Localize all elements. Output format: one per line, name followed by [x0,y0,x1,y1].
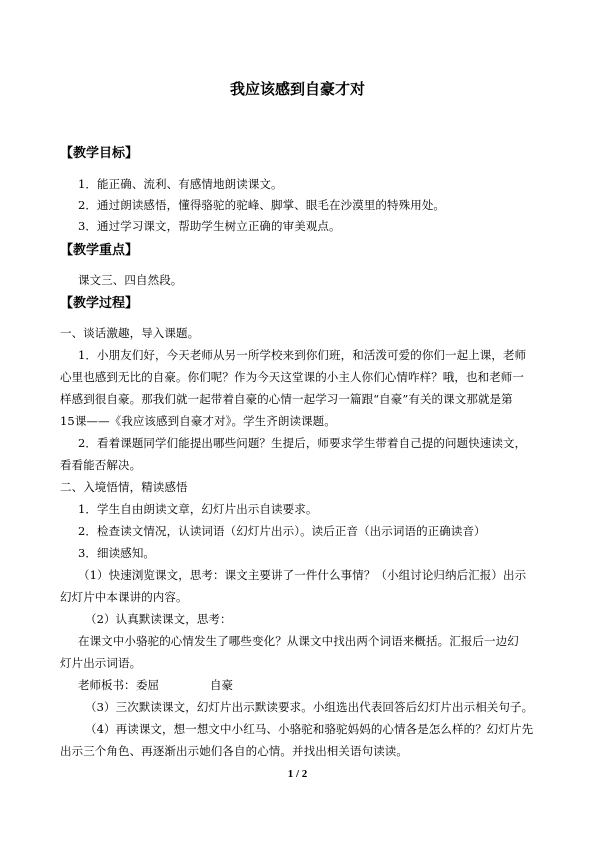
paragraph-1-line-3: 样感到很自豪。那我们就一起带着自豪的心情一起学习一篇跟“自豪”有关的课文那就是第 [60,392,513,406]
board-word-1: 委屈 [136,678,159,692]
goal-item-2: 2．通过朗读感悟，懂得骆驼的驼峰、脚掌、眼毛在沙漠里的特殊用处。 [78,198,446,212]
question-4-line-2: 出示三个角色、再逐渐出示她们各自的心情。并找出相关语句读读。 [60,744,408,758]
section-2-item-2: 2．检查读文情况，认读词语（幻灯片出示）。读后正音（出示词语的正确读音） [78,524,486,538]
board-label: 老师板书： [78,678,136,692]
question-2-detail-line-1: 在课文中小骆驼的心情发生了哪些变化？从课文中找出两个词语来概括。汇报后一边幻 [78,634,519,648]
section-1-title: 一、谈话激趣，导入课题。 [60,326,200,340]
process-heading: 【教学过程】 [60,296,139,311]
paragraph-2-line-1: 2．看着课题同学们能提出哪些问题？生提后，师要求学生带着自己提的问题快速读文， [78,436,527,450]
key-points-text: 课文三、四自然段。 [78,273,183,287]
key-points-heading: 【教学重点】 [60,243,139,258]
page-number: 1 / 2 [287,768,308,780]
section-2-item-3: 3．细读感知。 [78,546,156,560]
paragraph-1-line-2: 心里也感到无比的自豪。你们呢？作为今天这堂课的小主人你们心情咋样？哦，也和老师一 [60,370,524,384]
section-2-title: 二、入境悟情，精读感悟 [60,480,188,494]
board-word-2: 自豪 [210,678,233,692]
question-1-line-1: （1）快速浏览课文，思考：课文主要讲了一件什么事情？（小组讨论归纳后汇报）出示 [78,568,527,582]
question-2-detail-line-2: 灯片出示词语。 [60,656,142,670]
question-1-line-2: 幻灯片中本课讲的内容。 [60,590,188,604]
goal-item-1: 1．能正确、流利、有感情地朗读课文。 [78,177,283,191]
goal-item-3: 3．通过学习课文，帮助学生树立正确的审美观点。 [78,219,341,233]
paragraph-2-line-2: 看看能否解决。 [60,458,142,472]
goals-heading: 【教学目标】 [60,146,139,161]
question-2-line: （2）认真默读课文，思考： [85,612,232,626]
question-3-line: （3）三次默读课文，幻灯片出示默读要求。小组选出代表回答后幻灯片出示相关句子。 [85,700,534,714]
question-4-line-1: （4）再读课文，想一想文中小红马、小骆驼和骆驼妈妈的心情各是怎么样的？幻灯片先 [85,722,534,736]
document-title: 我应该感到自豪才对 [229,80,365,98]
paragraph-1-line-1: 1．小朋友们好，今天老师从另一所学校来到你们班，和活泼可爱的你们一起上课，老师 [78,348,527,362]
paragraph-1-line-4: 15课——《我应该感到自豪才对》。学生齐朗读课题。 [60,414,336,428]
section-2-item-1: 1．学生自由朗读文章，幻灯片出示自读要求。 [78,502,318,516]
